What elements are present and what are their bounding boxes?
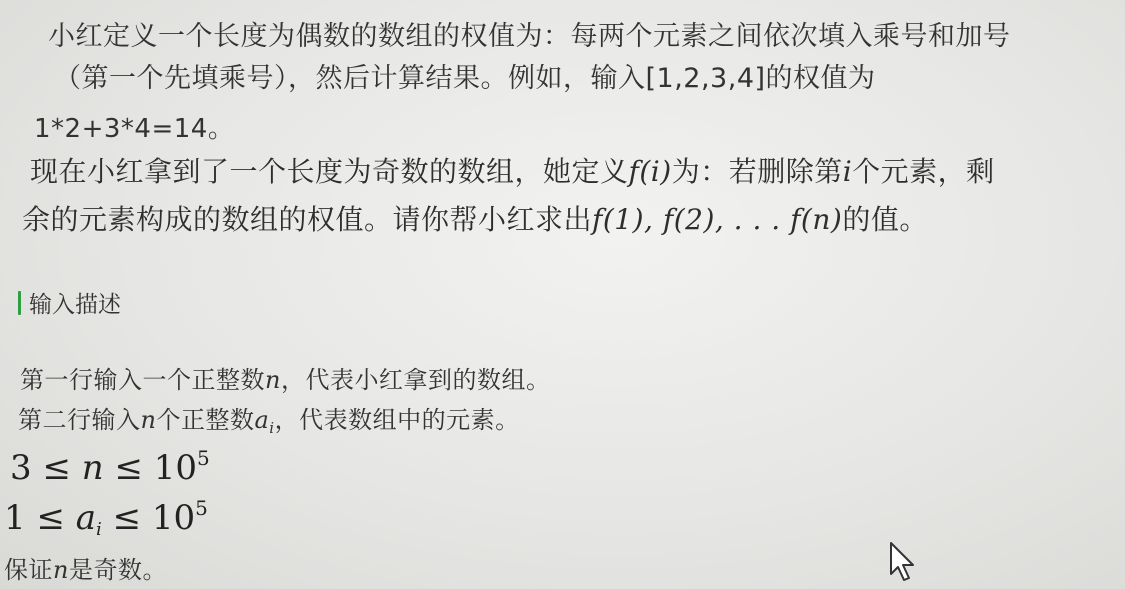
input-line1-text-b: ，代表小红拿到的数组。 <box>280 366 551 394</box>
f-sequence-math: f(1), f(2), . . . f(n) <box>592 203 843 236</box>
para2-line1-text-c: 个元素，剩 <box>852 155 995 188</box>
input-line2-text-c: ，代表数组中的元素。 <box>274 406 520 434</box>
constraint2-left: 1 ≤ <box>4 498 76 538</box>
constraint1-right: ≤ 10 <box>103 448 198 488</box>
guarantee-var: n <box>53 556 69 584</box>
para2-line1-text-a: 现在小红拿到了一个长度为奇数的数组，她定义 <box>30 155 629 188</box>
var-n-math: n <box>265 366 281 394</box>
constraint2-subscript: i <box>96 519 102 540</box>
input-line2 <box>18 400 520 437</box>
para1-line1: 小红定义一个长度为偶数的数组的权值为：每两个元素之间依次填入乘号和加号 <box>48 21 1011 52</box>
guarantee-text-b: 是奇数。 <box>68 556 167 584</box>
para2-line1-text-b: 为：若删除第 <box>671 155 843 188</box>
para2-line1 <box>30 150 995 190</box>
input-line2-text-a: 第二行输入 <box>18 406 141 434</box>
section-marker-bar <box>18 291 21 315</box>
constraint2-var: a <box>75 498 97 538</box>
var-a-math: a <box>254 406 270 434</box>
input-description-heading <box>18 286 121 319</box>
para2-line2-text-b: 的值。 <box>842 203 928 236</box>
input-line1-text-a: 第一行输入一个正整数 <box>20 366 265 394</box>
constraint-ai <box>4 496 208 540</box>
constraint1-var: n <box>81 448 104 488</box>
input-line2-text-b: 个正整数 <box>156 406 255 434</box>
f-of-i-math: f(i) <box>628 155 672 188</box>
constraint1-exponent: 5 <box>197 446 210 470</box>
constraint2-exponent: 5 <box>195 496 208 520</box>
index-i-math: i <box>842 155 853 188</box>
constraint2-right: ≤ 10 <box>101 498 196 538</box>
guarantee-line <box>4 550 167 585</box>
var-a-subscript: i <box>269 419 275 437</box>
para2-line2 <box>22 198 928 238</box>
para1-line3: 1*2+3*4=14。 <box>34 114 235 144</box>
section-title: 输入描述 <box>29 292 121 318</box>
var-n-math: n <box>140 406 157 434</box>
guarantee-text-a: 保证 <box>4 556 53 584</box>
para2-line2-text-a: 余的元素构成的数组的权值。请你帮小红求出 <box>22 203 593 236</box>
mouse-pointer-icon <box>888 540 918 584</box>
input-line1 <box>20 360 550 395</box>
para1-line2: （第一个先填乘号），然后计算结果。例如，输入[1,2,3,4]的权值为 <box>54 63 876 94</box>
constraint1-left: 3 ≤ <box>10 448 82 488</box>
constraint-n <box>10 446 210 488</box>
